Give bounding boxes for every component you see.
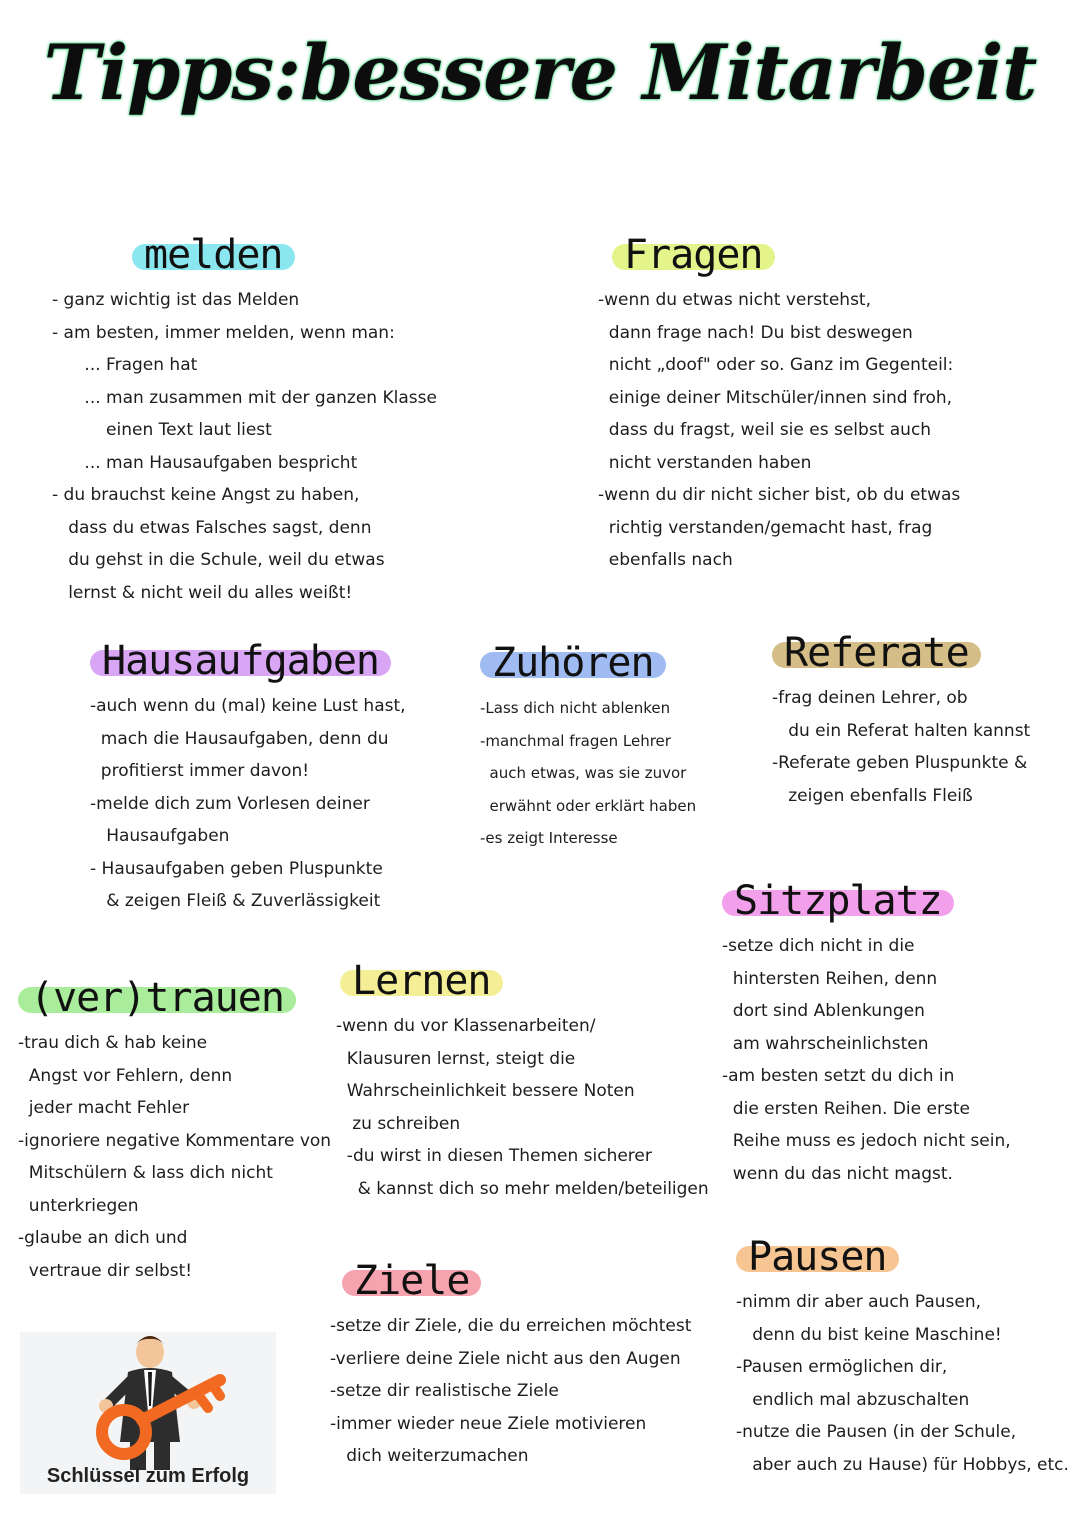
- tip-line: -glaube an dich und: [18, 1228, 188, 1248]
- lernen-lines: [336, 1010, 709, 1205]
- fragen-lines: [598, 284, 960, 577]
- tip-line: wenn du das nicht magst.: [722, 1163, 953, 1184]
- image-caption: Schlüssel zum Erfolg: [46, 1465, 250, 1487]
- heading-pausen: Pausen: [736, 1234, 899, 1280]
- key-icon: [20, 1332, 276, 1472]
- tip-line: -Lass dich nicht ablenken: [480, 699, 671, 717]
- pausen-lines: [736, 1286, 1069, 1481]
- tip-line: lernst & nicht weil du alles weißt!: [52, 582, 353, 603]
- section-zuhoeren: [480, 640, 696, 855]
- heading-melden: melden: [132, 232, 295, 278]
- tip-line: -Pausen ermöglichen dir,: [736, 1357, 948, 1377]
- heading-sitzplatz: Sitzplatz: [722, 878, 954, 924]
- tip-line: du gehst in die Schule, weil du etwas: [52, 550, 385, 570]
- page-title: Tipps:bessere Mitarbeit: [43, 28, 1037, 117]
- tip-line: erwähnt oder erklärt haben: [480, 796, 697, 815]
- tip-line: -setze dich nicht in die: [722, 936, 915, 956]
- tip-line: Angst vor Fehlern, denn: [18, 1065, 233, 1086]
- tip-line: aber auch zu Hause) für Hobbys, etc.: [736, 1454, 1069, 1475]
- tip-line: einen Text laut liest: [52, 420, 272, 440]
- tip-line: dass du fragst, weil sie es selbst auch: [598, 420, 932, 440]
- referate-lines: [772, 682, 1030, 812]
- tip-line: einige deiner Mitschüler/innen sind froh,: [598, 387, 953, 408]
- tip-line: -verliere deine Ziele nicht aus den Augen: [330, 1348, 681, 1369]
- tip-line: ebenfalls nach: [598, 550, 733, 570]
- sitzplatz-lines: [722, 930, 1011, 1190]
- tip-line: ... man Hausaufgaben bespricht: [52, 452, 358, 473]
- key-to-success-image: [20, 1332, 276, 1494]
- tip-line: die ersten Reihen. Die erste: [722, 1098, 970, 1119]
- tip-line: -setze dir realistische Ziele: [330, 1381, 559, 1401]
- tip-line: dann frage nach! Du bist deswegen: [598, 322, 913, 343]
- tip-line: Hausaufgaben: [90, 826, 230, 846]
- tip-line: endlich mal abzuschalten: [736, 1389, 970, 1410]
- tip-line: am wahrscheinlichsten: [722, 1033, 929, 1054]
- hausaufgaben-lines: [90, 690, 406, 918]
- tip-line: -ignoriere negative Kommentare von: [18, 1130, 332, 1151]
- tip-line: hintersten Reihen, denn: [722, 968, 938, 989]
- tip-line: denn du bist keine Maschine!: [736, 1324, 1002, 1345]
- tip-line: mach die Hausaufgaben, denn du: [90, 728, 389, 749]
- section-lernen: [336, 958, 709, 1205]
- tip-line: dich weiterzumachen: [330, 1446, 529, 1466]
- tip-line: - ganz wichtig ist das Melden: [52, 290, 300, 310]
- tip-line: - du brauchst keine Angst zu haben,: [52, 485, 360, 505]
- heading-vertrauen: (ver)trauen: [18, 975, 296, 1021]
- zuhoeren-lines: [480, 692, 696, 855]
- tip-line: & zeigen Fleiß & Zuverlässigkeit: [90, 891, 381, 911]
- tip-line: unterkriegen: [18, 1195, 139, 1216]
- tip-line: zu schreiben: [336, 1113, 461, 1134]
- section-melden: [52, 232, 437, 609]
- tip-line: -trau dich & hab keine: [18, 1033, 208, 1053]
- tip-line: auch etwas, was sie zuvor: [480, 764, 687, 782]
- tip-line: -es zeigt Interesse: [480, 829, 618, 847]
- heading-hausaufgaben: Hausaufgaben: [90, 638, 391, 684]
- section-pausen: [736, 1234, 1069, 1481]
- tip-line: -wenn du vor Klassenarbeiten/: [336, 1016, 596, 1036]
- tip-line: -melde dich zum Vorlesen deiner: [90, 793, 370, 814]
- tip-line: -setze dir Ziele, die du erreichen möchtest: [330, 1316, 692, 1336]
- ziele-lines: [330, 1310, 691, 1473]
- tip-line: -Referate geben Pluspunkte &: [772, 753, 1028, 773]
- tip-line: profitierst immer davon!: [90, 761, 310, 781]
- section-hausaufgaben: [90, 638, 406, 918]
- heading-ziele: Ziele: [342, 1258, 481, 1304]
- section-sitzplatz: [722, 878, 1011, 1190]
- tip-line: vertraue dir selbst!: [18, 1260, 193, 1281]
- tip-line: -auch wenn du (mal) keine Lust hast,: [90, 696, 406, 716]
- tip-line: Mitschülern & lass dich nicht: [18, 1163, 273, 1183]
- heading-zuhoeren: Zuhören: [480, 640, 666, 686]
- tip-line: richtig verstanden/gemacht hast, frag: [598, 517, 933, 538]
- vertrauen-lines: [18, 1027, 331, 1287]
- tip-line: - am besten, immer melden, wenn man:: [52, 322, 395, 343]
- tip-line: -am besten setzt du dich in: [722, 1066, 955, 1086]
- tip-line: - Hausaufgaben geben Pluspunkte: [90, 858, 383, 879]
- tip-line: Reihe muss es jedoch nicht sein,: [722, 1131, 1011, 1151]
- tip-line: dass du etwas Falsches sagst, denn: [52, 517, 372, 538]
- tip-line: -nimm dir aber auch Pausen,: [736, 1292, 982, 1312]
- tip-line: -nutze die Pausen (in der Schule,: [736, 1422, 1017, 1442]
- heading-fragen: Fragen: [612, 232, 775, 278]
- tip-line: -manchmal fragen Lehrer: [480, 731, 671, 750]
- tip-line: -frag deinen Lehrer, ob: [772, 688, 968, 708]
- section-ziele: [330, 1258, 691, 1473]
- section-referate: [772, 630, 1030, 812]
- tip-line: jeder macht Fehler: [18, 1098, 190, 1118]
- tip-line: -du wirst in diesen Themen sicherer: [336, 1146, 652, 1166]
- section-vertrauen: [18, 975, 331, 1287]
- tip-line: -wenn du etwas nicht verstehst,: [598, 290, 872, 310]
- tip-line: du ein Referat halten kannst: [772, 720, 1031, 741]
- tip-line: Klausuren lernst, steigt die: [336, 1048, 576, 1069]
- section-fragen: [598, 232, 960, 577]
- tip-line: -immer wieder neue Ziele motivieren: [330, 1413, 647, 1434]
- tip-line: Wahrscheinlichkeit bessere Noten: [336, 1081, 635, 1101]
- tip-line: dort sind Ablenkungen: [722, 1001, 925, 1021]
- tip-line: -wenn du dir nicht sicher bist, ob du etwas: [598, 485, 961, 505]
- tip-line: zeigen ebenfalls Fleiß: [772, 785, 973, 806]
- heading-referate: Referate: [772, 630, 981, 676]
- tip-line: nicht „doof" oder so. Ganz im Gegenteil:: [598, 355, 954, 375]
- tip-line: ... man zusammen mit der ganzen Klasse: [52, 387, 437, 408]
- heading-lernen: Lernen: [340, 958, 503, 1004]
- tip-line: ... Fragen hat: [52, 355, 198, 375]
- melden-lines: [52, 284, 437, 609]
- tip-line: nicht verstanden haben: [598, 452, 812, 473]
- tip-line: & kannst dich so mehr melden/beteiligen: [336, 1178, 709, 1199]
